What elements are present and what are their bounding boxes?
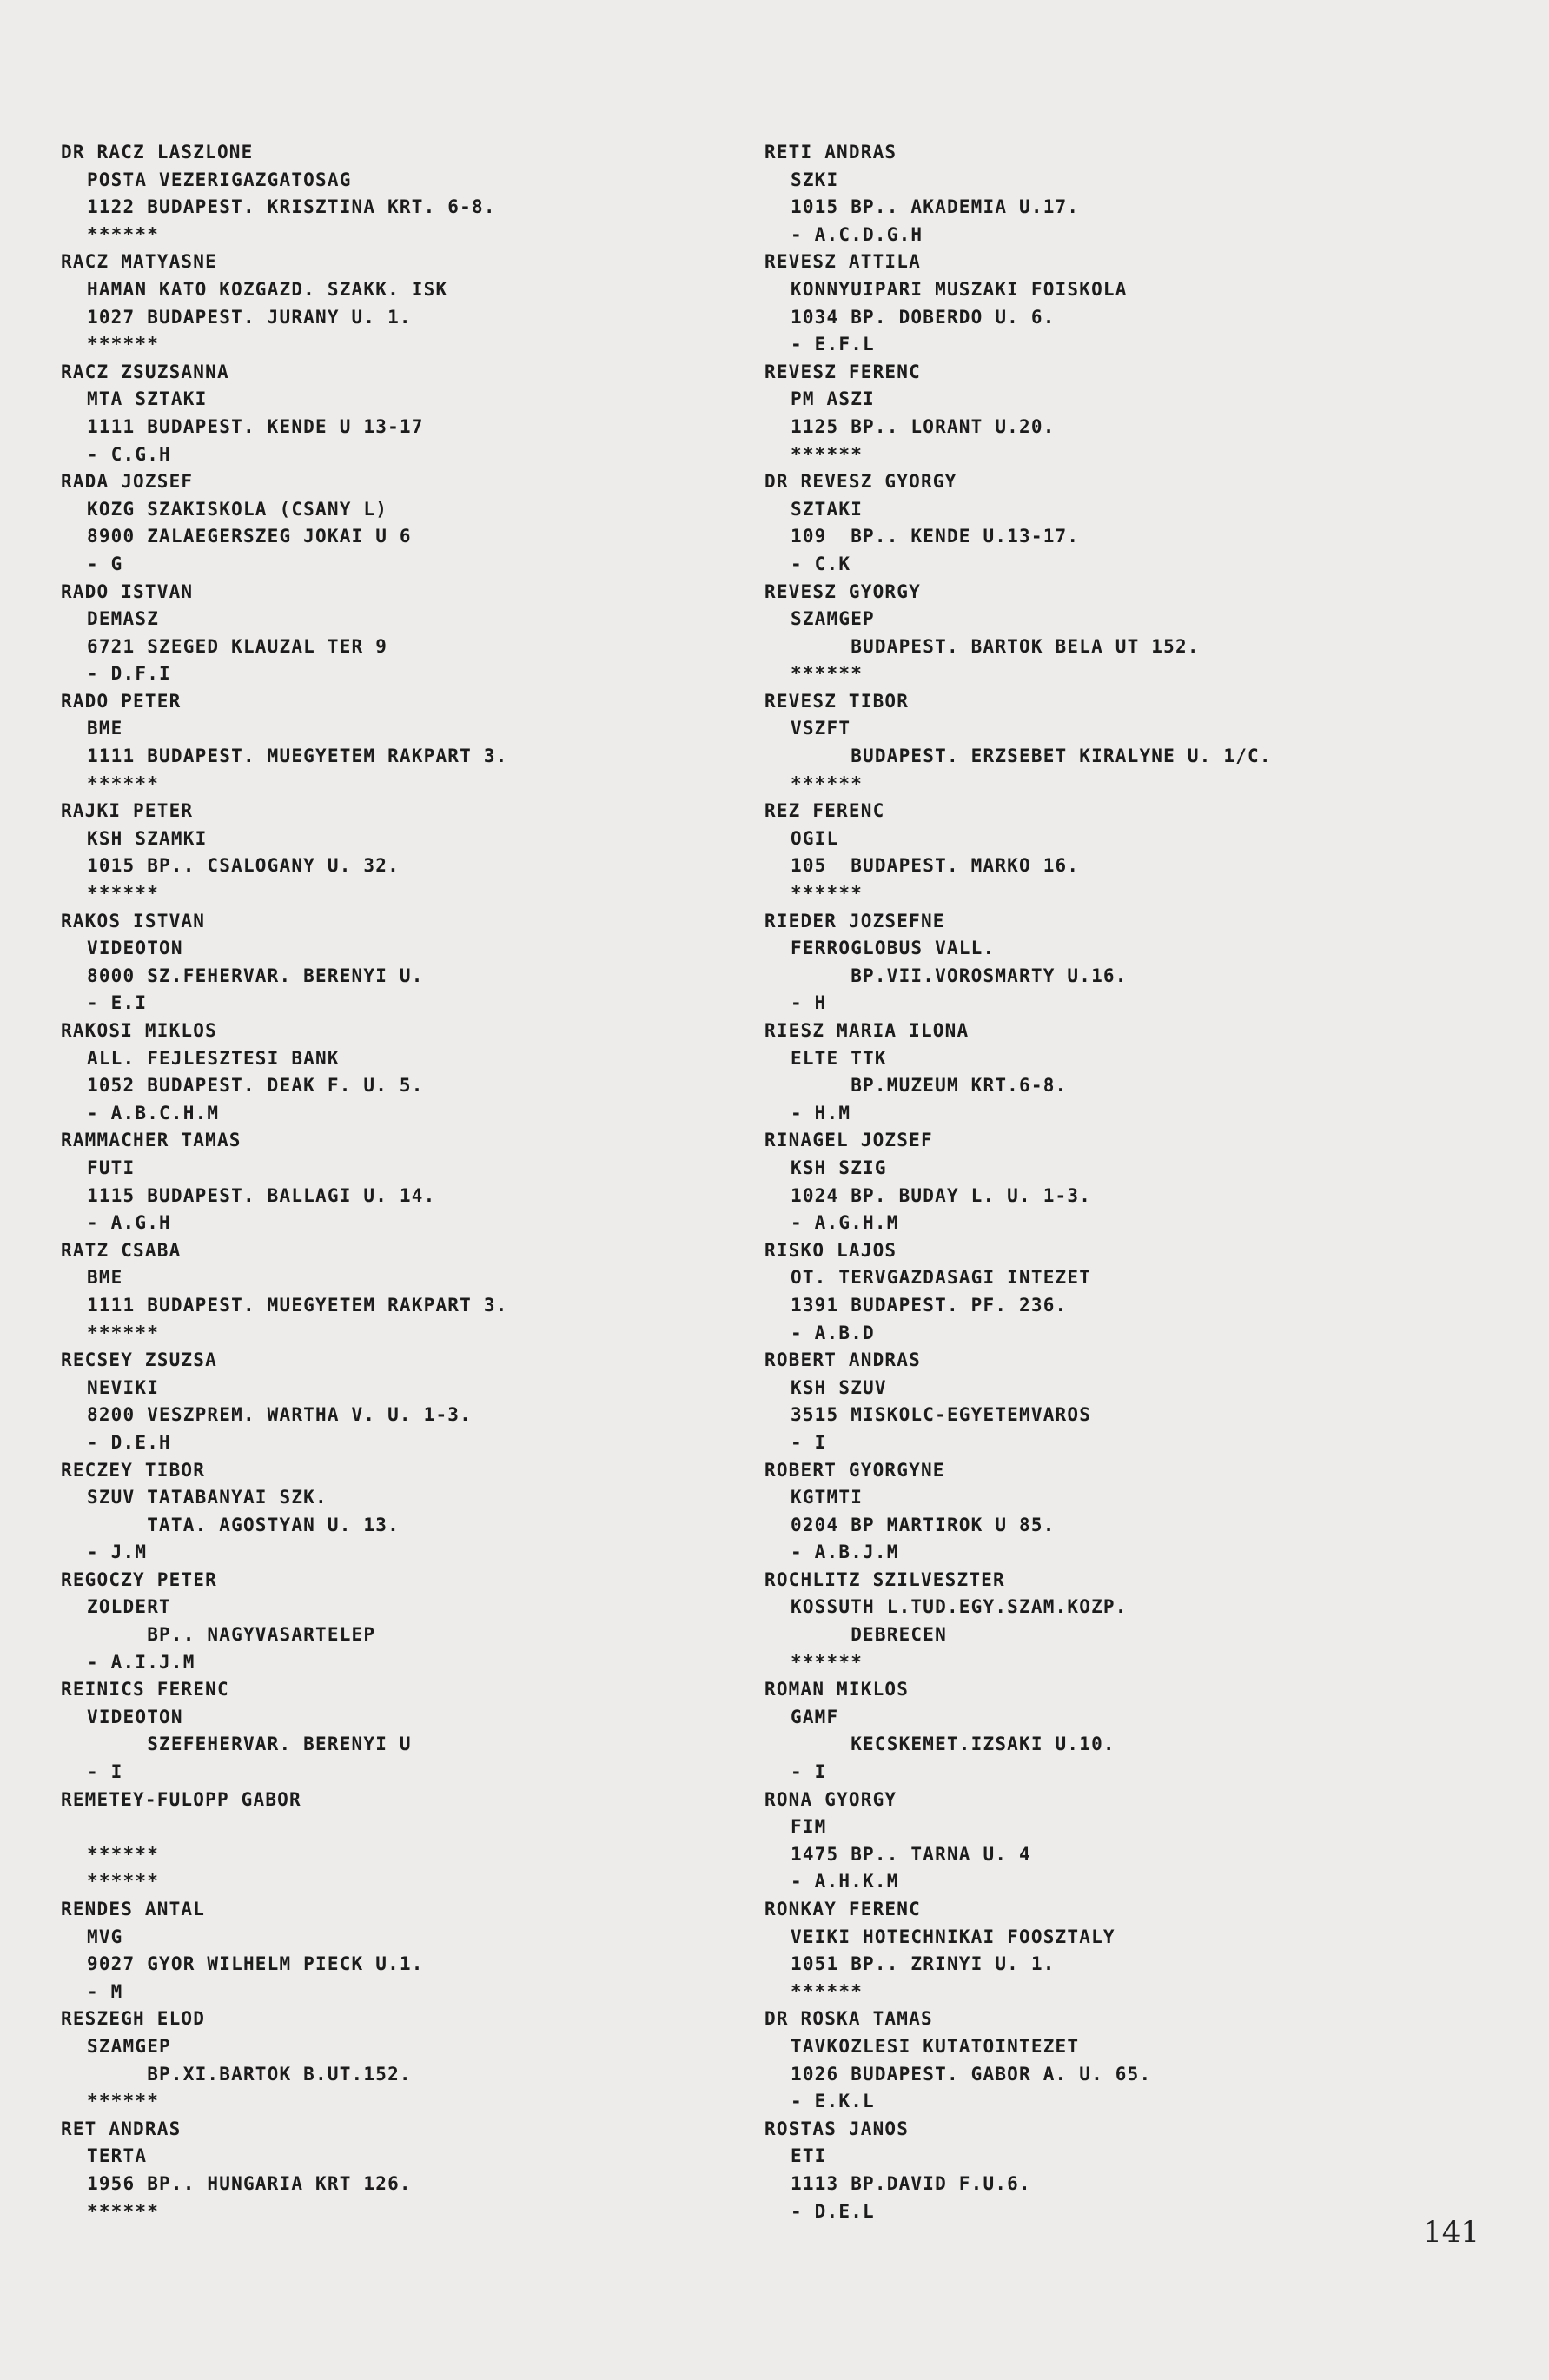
entry-name: REGOCZY PETER bbox=[61, 1568, 217, 1590]
entry-name: REVESZ TIBOR bbox=[765, 690, 910, 712]
entry-codes: - E.I bbox=[87, 992, 148, 1014]
entry-address: BP.VII.VOROSMARTY U.16. bbox=[791, 965, 1128, 986]
entry-address: BP.MUZEUM KRT.6-8. bbox=[791, 1075, 1068, 1097]
entry-codes: ****** bbox=[87, 2200, 160, 2222]
entry-organization: KONNYUIPARI MUSZAKI FOISKOLA bbox=[791, 278, 1128, 300]
entry-name: RATZ CSABA bbox=[61, 1239, 182, 1261]
entry-organization: KGTMTI bbox=[791, 1487, 864, 1508]
entry-organization: SZAMGEP bbox=[87, 2035, 171, 2057]
entry-organization: SZAMGEP bbox=[791, 608, 875, 630]
entry-organization: ETI bbox=[791, 2145, 827, 2167]
entry-organization: FUTI bbox=[87, 1157, 136, 1178]
entry-name: ROCHLITZ SZILVESZTER bbox=[765, 1568, 1005, 1590]
directory-entry bbox=[765, 1018, 1512, 1127]
directory-entry bbox=[765, 1457, 1512, 1567]
entry-address: 1015 BP.. AKADEMIA U.17. bbox=[791, 196, 1080, 218]
entry-name: RET ANDRAS bbox=[61, 2118, 182, 2139]
entry-organization: VEIKI HOTECHNIKAI FOOSZTALY bbox=[791, 1926, 1115, 1947]
entry-name: ROMAN MIKLOS bbox=[765, 1679, 910, 1700]
entry-name: RADO ISTVAN bbox=[61, 580, 194, 602]
directory-entry bbox=[61, 1237, 738, 1347]
entry-name: REZ FERENC bbox=[765, 800, 885, 822]
entry-address: 109 BP.. KENDE U.13-17. bbox=[791, 526, 1080, 547]
entry-address: 0204 BP MARTIROK U 85. bbox=[791, 1514, 1056, 1535]
entry-name: RINAGEL JOZSEF bbox=[765, 1130, 933, 1151]
entry-organization: NEVIKI bbox=[87, 1376, 160, 1398]
entry-codes: - A.G.H bbox=[87, 1212, 171, 1234]
page-number: 141 bbox=[1423, 2215, 1479, 2250]
directory-entry bbox=[765, 2116, 1512, 2225]
entry-organization: SZTAKI bbox=[791, 498, 864, 520]
directory-entry bbox=[61, 1787, 738, 1896]
entry-name: RESZEGH ELOD bbox=[61, 2008, 206, 2030]
entry-name: REVESZ GYORGY bbox=[765, 580, 921, 602]
right-column bbox=[765, 139, 1512, 2225]
entry-address: 1024 BP. BUDAY L. U. 1-3. bbox=[791, 1184, 1092, 1206]
entry-codes: - M bbox=[87, 1980, 123, 2002]
entry-address: 1027 BUDAPEST. JURANY U. 1. bbox=[87, 306, 412, 328]
entry-address: 105 BUDAPEST. MARKO 16. bbox=[791, 855, 1080, 877]
entry-organization: OT. TERVGAZDASAGI INTEZET bbox=[791, 1267, 1092, 1289]
directory-entry bbox=[765, 908, 1512, 1018]
directory-entry bbox=[765, 1237, 1512, 1347]
entry-address: BP.. NAGYVASARTELEP bbox=[87, 1624, 376, 1646]
entry-codes: - I bbox=[791, 1761, 827, 1783]
entry-organization: SZKI bbox=[791, 169, 839, 190]
entry-organization: MTA SZTAKI bbox=[87, 388, 208, 410]
entry-organization: VSZFT bbox=[791, 718, 851, 739]
entry-organization: HAMAN KATO KOZGAZD. SZAKK. ISK bbox=[87, 278, 448, 300]
directory-entry bbox=[61, 1567, 738, 1676]
entry-organization: TERTA bbox=[87, 2145, 148, 2167]
entry-codes: ****** bbox=[791, 1651, 864, 1673]
entry-codes: - I bbox=[791, 1431, 827, 1453]
entry-address: 1051 BP.. ZRINYI U. 1. bbox=[791, 1953, 1056, 1975]
entry-name: RISKO LAJOS bbox=[765, 1239, 897, 1261]
entry-address: 1113 BP.DAVID F.U.6. bbox=[791, 2172, 1031, 2194]
entry-name: ROBERT GYORGYNE bbox=[765, 1459, 945, 1481]
directory-entry bbox=[765, 468, 1512, 578]
entry-organization: KSH SZUV bbox=[791, 1376, 887, 1398]
entry-name: RAKOS ISTVAN bbox=[61, 910, 206, 931]
entry-address: 6721 SZEGED KLAUZAL TER 9 bbox=[87, 635, 388, 657]
entry-name: RECSEY ZSUZSA bbox=[61, 1349, 217, 1371]
entry-name: REINICS FERENC bbox=[61, 1679, 229, 1700]
entry-address: 1111 BUDAPEST. MUEGYETEM RAKPART 3. bbox=[87, 1294, 508, 1316]
directory-entry bbox=[765, 1787, 1512, 1896]
entry-organization: OGIL bbox=[791, 827, 839, 849]
directory-entry bbox=[61, 798, 738, 907]
entry-organization: KSH SZAMKI bbox=[87, 827, 208, 849]
entry-organization: KSH SZIG bbox=[791, 1157, 887, 1178]
entry-codes: - C.K bbox=[791, 553, 851, 574]
directory-entry bbox=[61, 139, 738, 249]
entry-name: RADO PETER bbox=[61, 690, 182, 712]
entry-codes: - E.F.L bbox=[791, 334, 875, 355]
entry-name: RONKAY FERENC bbox=[765, 1899, 921, 1919]
entry-organization: ZOLDERT bbox=[87, 1596, 171, 1618]
entry-codes: - G bbox=[87, 553, 123, 574]
directory-entry bbox=[765, 249, 1512, 358]
entry-codes: - E.K.L bbox=[791, 2091, 875, 2112]
entry-address: BP.XI.BARTOK B.UT.152. bbox=[87, 2063, 412, 2085]
entry-address: 8000 SZ.FEHERVAR. BERENYI U. bbox=[87, 965, 424, 986]
entry-address: 1475 BP.. TARNA U. 4 bbox=[791, 1843, 1031, 1865]
directory-entry bbox=[61, 1127, 738, 1236]
entry-codes: - D.F.I bbox=[87, 663, 171, 685]
directory-entry bbox=[765, 139, 1512, 249]
entry-codes: ****** bbox=[87, 883, 160, 905]
entry-codes: ****** bbox=[791, 1980, 864, 2002]
entry-codes: ****** bbox=[87, 1322, 160, 1343]
entry-name: RACZ ZSUZSANNA bbox=[61, 361, 229, 382]
entry-codes: ****** bbox=[87, 334, 160, 355]
entry-codes: - A.I.J.M bbox=[87, 1651, 195, 1673]
entry-address: TATA. AGOSTYAN U. 13. bbox=[87, 1514, 400, 1535]
directory-entry bbox=[61, 468, 738, 578]
directory-entry bbox=[765, 1127, 1512, 1236]
directory-entry bbox=[61, 2116, 738, 2225]
entry-organization: GAMF bbox=[791, 1706, 839, 1727]
entry-name: RACZ MATYASNE bbox=[61, 251, 217, 273]
directory-entry bbox=[765, 1567, 1512, 1676]
entry-name: RENDES ANTAL bbox=[61, 1899, 206, 1919]
entry-address: ****** bbox=[87, 1843, 160, 1865]
entry-name: RADA JOZSEF bbox=[61, 471, 194, 493]
entry-organization: ALL. FEJLESZTESI BANK bbox=[87, 1047, 340, 1069]
directory-entry bbox=[61, 688, 738, 798]
entry-codes: - H bbox=[791, 992, 827, 1014]
entry-codes: - A.B.J.M bbox=[791, 1541, 899, 1563]
entry-codes: - C.G.H bbox=[87, 443, 171, 465]
entry-name: RONA GYORGY bbox=[765, 1788, 897, 1810]
entry-address: 1391 BUDAPEST. PF. 236. bbox=[791, 1294, 1068, 1316]
entry-address: 8900 ZALAEGERSZEG JOKAI U 6 bbox=[87, 526, 412, 547]
entry-organization: VIDEOTON bbox=[87, 938, 183, 959]
entry-address: 1115 BUDAPEST. BALLAGI U. 14. bbox=[87, 1184, 436, 1206]
entry-name: DR ROSKA TAMAS bbox=[765, 2008, 933, 2030]
entry-name: RIEDER JOZSEFNE bbox=[765, 910, 945, 931]
entry-codes: - A.H.K.M bbox=[791, 1871, 899, 1893]
directory-entry bbox=[765, 579, 1512, 688]
directory-entry bbox=[765, 798, 1512, 907]
directory-entry bbox=[61, 359, 738, 468]
entry-name: RETI ANDRAS bbox=[765, 142, 897, 162]
directory-entry bbox=[765, 688, 1512, 798]
entry-codes: ****** bbox=[87, 223, 160, 245]
entry-address: 3515 MISKOLC-EGYETEMVAROS bbox=[791, 1404, 1092, 1426]
entry-address: 1034 BP. DOBERDO U. 6. bbox=[791, 306, 1056, 328]
entry-codes: - I bbox=[87, 1761, 123, 1783]
directory-entry bbox=[61, 908, 738, 1018]
entry-organization: SZUV TATABANYAI SZK. bbox=[87, 1487, 328, 1508]
entry-address: 1956 BP.. HUNGARIA KRT 126. bbox=[87, 2172, 412, 2194]
directory-entry bbox=[61, 249, 738, 358]
entry-address: 1015 BP.. CSALOGANY U. 32. bbox=[87, 855, 400, 877]
directory-entry bbox=[765, 1676, 1512, 1786]
directory-entry bbox=[61, 1018, 738, 1127]
entry-organization: ELTE TTK bbox=[791, 1047, 887, 1069]
entry-codes: - A.B.D bbox=[791, 1322, 875, 1343]
entry-organization: KOSSUTH L.TUD.EGY.SZAM.KOZP. bbox=[791, 1596, 1128, 1618]
entry-address: BUDAPEST. BARTOK BELA UT 152. bbox=[791, 635, 1200, 657]
directory-entry bbox=[765, 1896, 1512, 2005]
entry-codes: - A.C.D.G.H bbox=[791, 223, 923, 245]
entry-codes: ****** bbox=[87, 1871, 160, 1893]
entry-organization: MVG bbox=[87, 1926, 123, 1947]
entry-name: REVESZ ATTILA bbox=[765, 251, 921, 273]
entry-address: BUDAPEST. ERZSEBET KIRALYNE U. 1/C. bbox=[791, 746, 1272, 767]
directory-entry bbox=[61, 1896, 738, 2005]
entry-address: SZEFEHERVAR. BERENYI U bbox=[87, 1734, 412, 1755]
entry-name: ROSTAS JANOS bbox=[765, 2118, 910, 2139]
entry-address: 1026 BUDAPEST. GABOR A. U. 65. bbox=[791, 2063, 1152, 2085]
entry-name: REMETEY-FULOPP GABOR bbox=[61, 1788, 301, 1810]
entry-codes: - D.E.H bbox=[87, 1431, 171, 1453]
entry-codes: ****** bbox=[791, 772, 864, 794]
directory-entry bbox=[765, 1347, 1512, 1456]
entry-address: 1125 BP.. LORANT U.20. bbox=[791, 415, 1056, 437]
entry-codes: ****** bbox=[87, 2091, 160, 2112]
entry-organization: DEMASZ bbox=[87, 608, 160, 630]
entry-name: RECZEY TIBOR bbox=[61, 1459, 206, 1481]
entry-address: DEBRECEN bbox=[791, 1624, 947, 1646]
entry-address: 1111 BUDAPEST. KENDE U 13-17 bbox=[87, 415, 424, 437]
entry-codes: - D.E.L bbox=[791, 2200, 875, 2222]
entry-name: RAKOSI MIKLOS bbox=[61, 1020, 217, 1041]
entry-codes: ****** bbox=[791, 883, 864, 905]
entry-organization: TAVKOZLESI KUTATOINTEZET bbox=[791, 2035, 1080, 2057]
entry-name: DR RACZ LASZLONE bbox=[61, 142, 254, 162]
entry-codes: ****** bbox=[791, 663, 864, 685]
entry-name: ROBERT ANDRAS bbox=[765, 1349, 921, 1371]
entry-name: RAMMACHER TAMAS bbox=[61, 1130, 242, 1151]
entry-organization: PM ASZI bbox=[791, 388, 875, 410]
entry-address: 8200 VESZPREM. WARTHA V. U. 1-3. bbox=[87, 1404, 472, 1426]
entry-codes: - A.B.C.H.M bbox=[87, 1102, 220, 1124]
directory-entry bbox=[765, 2005, 1512, 2115]
directory-entry bbox=[61, 1676, 738, 1786]
directory-entry bbox=[765, 359, 1512, 468]
entry-address: 9027 GYOR WILHELM PIECK U.1. bbox=[87, 1953, 424, 1975]
entry-name: DR REVESZ GYORGY bbox=[765, 471, 957, 493]
entry-name: RIESZ MARIA ILONA bbox=[765, 1020, 970, 1041]
directory-entry bbox=[61, 2005, 738, 2115]
entry-codes: - A.G.H.M bbox=[791, 1212, 899, 1234]
entry-address: 1122 BUDAPEST. KRISZTINA KRT. 6-8. bbox=[87, 196, 496, 218]
entry-address: 1052 BUDAPEST. DEAK F. U. 5. bbox=[87, 1075, 424, 1097]
entry-name: RAJKI PETER bbox=[61, 800, 194, 822]
entry-organization: FERROGLOBUS VALL. bbox=[791, 938, 996, 959]
entry-name: REVESZ FERENC bbox=[765, 361, 921, 382]
entry-address: KECSKEMET.IZSAKI U.10. bbox=[791, 1734, 1115, 1755]
directory-entry bbox=[61, 579, 738, 688]
entry-codes: ****** bbox=[791, 443, 864, 465]
entry-address: 1111 BUDAPEST. MUEGYETEM RAKPART 3. bbox=[87, 746, 508, 767]
entry-organization: KOZG SZAKISKOLA (CSANY L) bbox=[87, 498, 388, 520]
entry-organization: POSTA VEZERIGAZGATOSAG bbox=[87, 169, 352, 190]
entry-organization: VIDEOTON bbox=[87, 1706, 183, 1727]
entry-organization: FIM bbox=[791, 1816, 827, 1838]
left-column bbox=[61, 139, 738, 2225]
entry-organization: BME bbox=[87, 1267, 123, 1289]
entry-organization: BME bbox=[87, 718, 123, 739]
directory-entry bbox=[61, 1457, 738, 1567]
directory-entry bbox=[61, 1347, 738, 1456]
entry-codes: - H.M bbox=[791, 1102, 851, 1124]
entry-codes: ****** bbox=[87, 772, 160, 794]
entry-codes: - J.M bbox=[87, 1541, 148, 1563]
entry-organization bbox=[61, 1813, 738, 1841]
